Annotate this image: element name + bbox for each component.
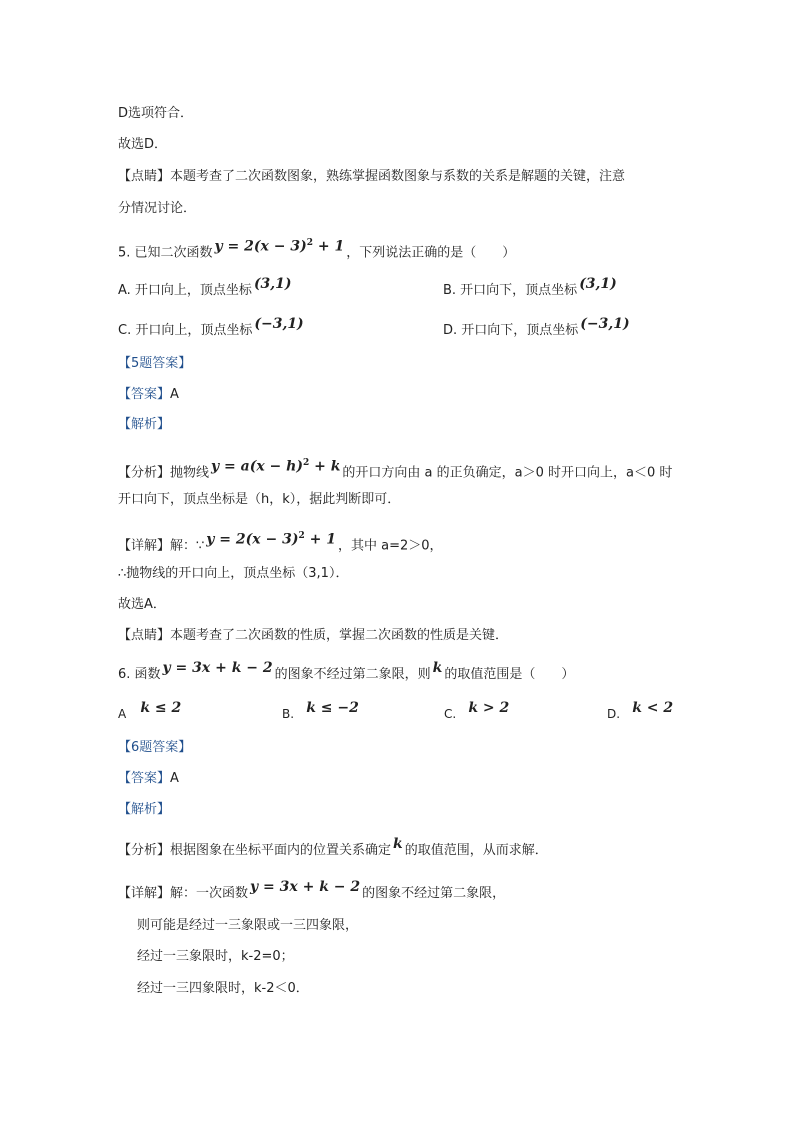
math-formula: k > 2 [468,700,510,716]
option-c: C. k > 2 [444,700,510,721]
math-formula: k ≤ −2 [306,700,359,716]
fenxi-line: 【分析】根据图象在坐标平面内的位置关系确定 k 的取值范围，从而求解． [118,836,548,858]
question-number: 5. 已知二次函数 [118,245,213,261]
math-formula: (−3,1) [254,316,304,332]
math-formula: $y = a(x - h)^2 + k$ [211,458,341,475]
option-c: C. 开口向上，顶点坐标 (−3,1) [118,316,304,338]
math-variable: k [393,836,403,852]
text-line: 经过一三象限时，k-2=0； [137,949,294,964]
answer-line [118,769,179,789]
math-formula: (−3,1) [580,316,630,332]
answer-value: A [170,771,179,786]
question-6-stem: 6. 函数 y = 3x + k − 2 的图象不经过第二象限，则 k 的取值范围是（ ） [118,660,575,682]
answer-tag: 【答案】 [118,771,171,786]
text-line: 故选D． [118,137,168,152]
answer-tag: 【答案】 [118,387,171,402]
analysis-heading: 【解析】 [118,802,171,817]
option-a: A k ≤ 2 [118,700,182,721]
dianjing-line: 【点睛】本题考查了二次函数的性质，掌握二次函数的性质是关键． [118,628,509,643]
answer-heading: 【6题答案】 [118,740,192,755]
math-formula: (3,1) [579,276,617,292]
xiangjie-line: 【详解】解：∵ $y = 2(x - 3)^2 + 1$ ，其中 a=2＞0， [118,532,443,557]
fenxi-tag: 【分析】 [118,465,171,481]
text-line: D选项符合． [118,106,194,121]
text-line: 开口向下，顶点坐标是（h，k），据此判断即可． [118,492,401,507]
answer-line [118,385,179,405]
question-number: 6. 函数 [118,667,161,682]
dianjing-tag: 【点睛】 [118,169,171,184]
xiangjie-tag: 【详解】 [118,886,171,901]
option-d: D. 开口向下，顶点坐标 (−3,1) [443,316,630,338]
fenxi-tag: 【分析】 [118,843,171,858]
dianjing-line [118,167,625,187]
math-formula: $y = 2(x - 3)^2 + 1$ [206,531,336,548]
answer-heading: 【5题答案】 [118,356,192,371]
math-variable: k [432,660,443,676]
analysis-heading: 【解析】 [118,417,171,432]
option-b: B. 开口向下，顶点坐标 (3,1) [443,276,617,298]
question-text: ，下列说法正确的是（ ） [346,245,516,261]
math-formula: y = 3x + k − 2 [250,879,361,895]
dianjing-text: 本题考查了二次函数图象，熟练掌握函数图象与系数的关系是解题的关键，注意 [170,169,626,184]
text-line: 则可能是经过一三象限或一三四象限， [137,918,359,933]
fenxi-line: 【分析】抛物线 $y = a(x - h)^2 + k$ 的开口方向由 a 的正负确定，a＞0 时开口向上，a＜0 时 [118,459,672,484]
question-5-stem [118,239,515,264]
option-d: D. k < 2 [607,700,674,721]
text-line: 经过一三四象限时，k-2＜0． [137,981,309,996]
math-formula: $y = 2(x - 3)^2 + 1$ [214,238,345,255]
option-a: A. 开口向上，顶点坐标 (3,1) [118,276,292,298]
text-line: 故选A． [118,597,166,612]
dianjing-tag: 【点睛】 [118,628,171,643]
math-formula: k ≤ 2 [140,700,182,716]
xiangjie-line: 【详解】解：一次函数 y = 3x + k − 2 的图象不经过第二象限， [118,879,506,901]
math-formula: (3,1) [253,276,292,292]
math-formula: k < 2 [632,700,674,716]
xiangjie-tag: 【详解】 [118,538,171,554]
text-line: ∴抛物线的开口向上，顶点坐标（3,1）． [118,566,349,581]
math-formula: y = 3x + k − 2 [162,660,273,676]
option-b: B. k ≤ −2 [282,700,359,721]
answer-value: A [170,387,179,402]
text-line: 分情况讨论． [118,201,197,216]
